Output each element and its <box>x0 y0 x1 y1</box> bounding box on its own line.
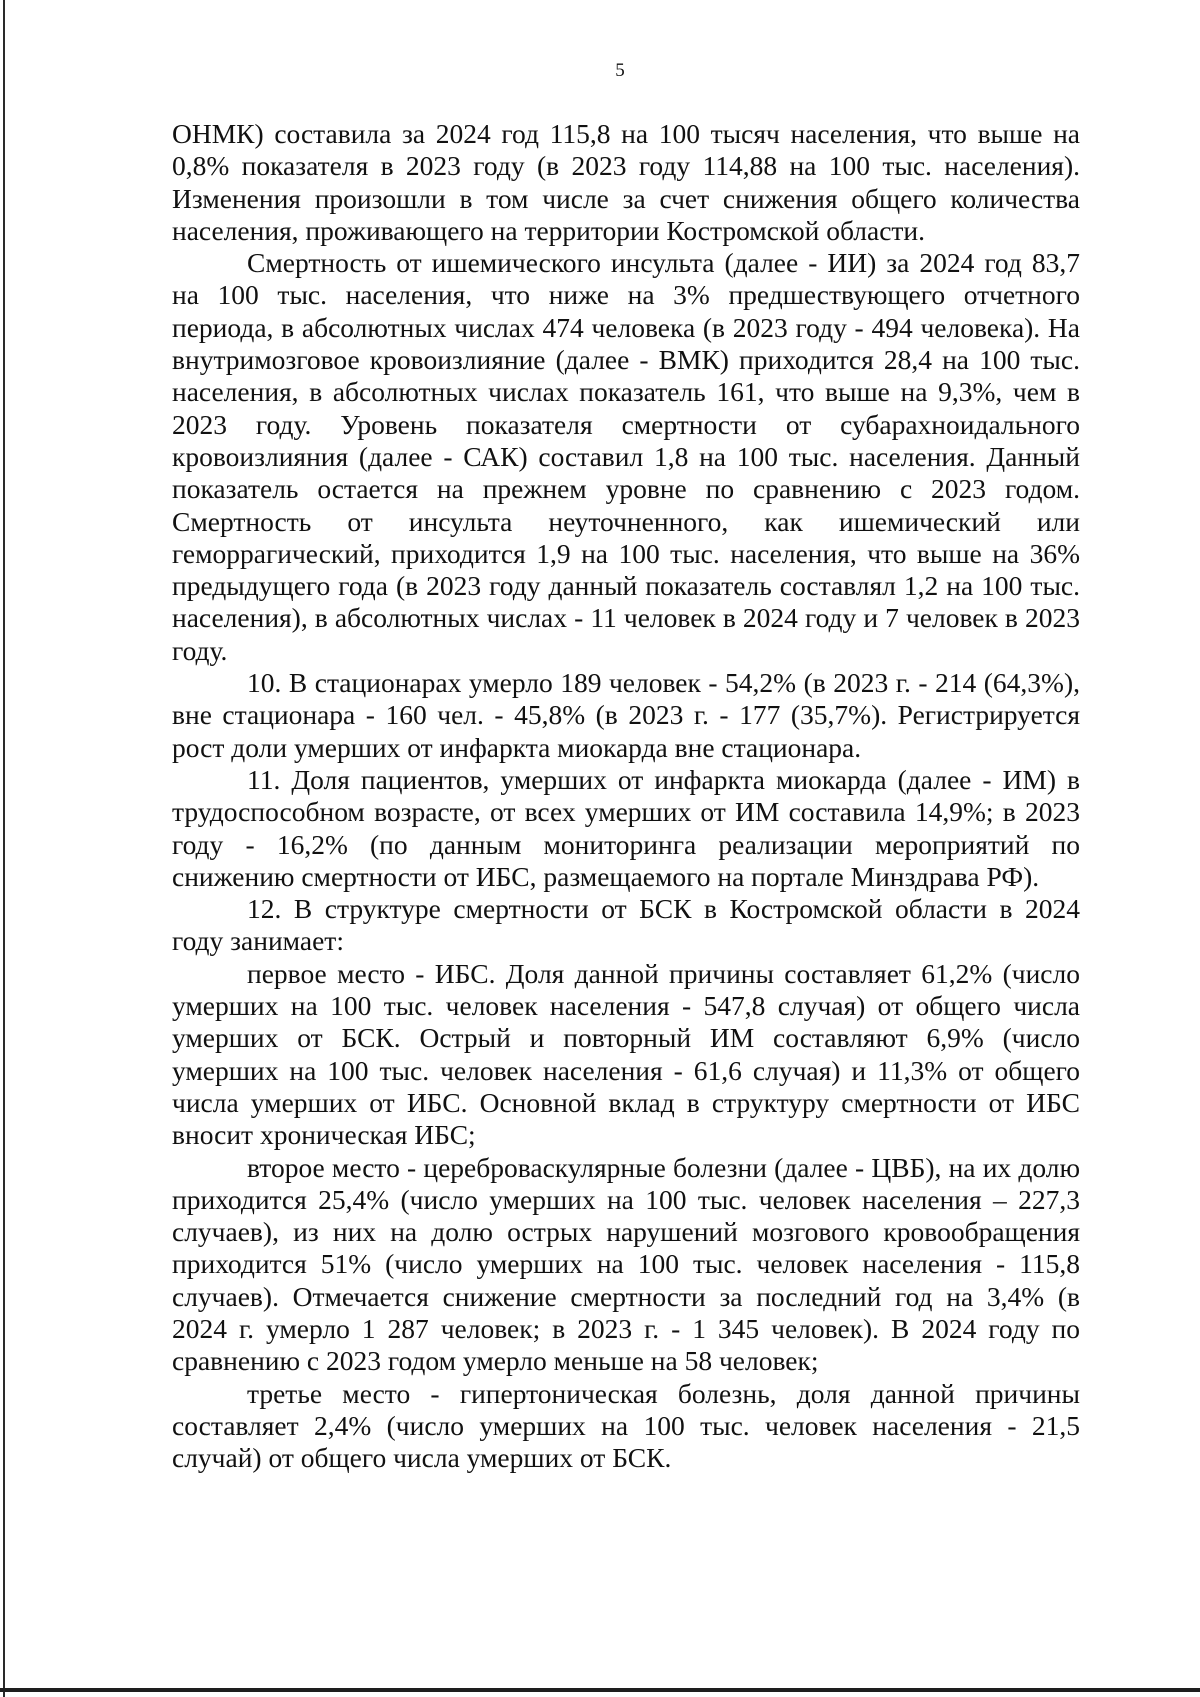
paragraph-second-place: второе место - цереброваскулярные болезни (далее - ЦВБ), на их долю приходится 25,4% (число умерших на 100 тыс. человек населения – 227,3 случаев), из них на долю острых нарушений мозгового кровообращения приходится 51% (число умерших на 100 тыс. человек населения - 115,8 случаев). Отмечается снижение смертности за последний год на 3,4% (в 2024 г. умерло 1 287 человек; в 2023 г. - 1 345 человек). В 2024 году по сравнению с 2023 годом умерло меньше на 58 человек; <box>172 1151 1080 1377</box>
document-body <box>172 118 1080 1474</box>
paragraph-stroke-mortality: Смертность от ишемического инсульта (далее - ИИ) за 2024 год 83,7 на 100 тыс. населения, что ниже на 3% предшествующего отчетного периода, в абсолютных числах 474 человека (в 2023 году - 494 человека). На внутримозговое кровоизлияние (далее - ВМК) приходится 28,4 на 100 тыс. населения, в абсолютных числах показатель 161, что выше на 9,3%, чем в 2023 году. Уровень показателя смертности от субарахноидального кровоизлияния (далее - САК) составил 1,8 на 100 тыс. населения. Данный показатель остается на прежнем уровне по сравнению с 2023 годом. Смертность от инсульта неуточненного, как ишемический или геморрагический, приходится 1,9 на 100 тыс. населения, что выше на 36% предыдущего года (в 2023 году данный показатель составлял 1,2 на 100 тыс. населения), в абсолютных числах - 11 человек в 2024 году и 7 человек в 2023 году. <box>172 247 1080 666</box>
paragraph-onmk-continuation: ОНМК) составила за 2024 год 115,8 на 100 тысяч населения, что выше на 0,8% показателя в 2023 году (в 2023 году 114,88 на 100 тыс. населения). Изменения произошли в том числе за счет снижения общего количества населения, проживающего на территории Костромской области. <box>172 118 1080 246</box>
page-number: 5 <box>615 60 625 81</box>
scan-edge-bottom <box>0 1688 1200 1692</box>
paragraph-item-10: 10. В стационарах умерло 189 человек - 54,2% (в 2023 г. - 214 (64,3%), вне стационара - 160 чел. - 45,8% (в 2023 г. - 177 (35,7%). Регистрируется рост доли умерших от инфаркта миокарда вне стационара. <box>172 667 1080 763</box>
paragraph-item-11: 11. Доля пациентов, умерших от инфаркта миокарда (далее - ИМ) в трудоспособном возрасте, от всех умерших от ИМ составила 14,9%; в 2023 году - 16,2% (по данным мониторинга реализации мероприятий по снижению смертности от ИБС, размещаемого на портале Минздрава РФ). <box>172 763 1080 892</box>
paragraph-first-place: первое место - ИБС. Доля данной причины составляет 61,2% (число умерших на 100 тыс. человек населения - 547,8 случая) от общего числа умерших от БСК. Острый и повторный ИМ составляют 6,9% (число умерших на 100 тыс. человек населения - 61,6 случая) и 11,3% от общего числа умерших от ИБС. Основной вклад в структуру смертности от ИБС вносит хроническая ИБС; <box>172 957 1080 1151</box>
paragraph-item-12: 12. В структуре смертности от БСК в Костромской области в 2024 году занимает: <box>172 893 1080 957</box>
scan-edge-left <box>3 0 5 1697</box>
paragraph-third-place: третье место - гипертоническая болезнь, доля данной причины составляет 2,4% (число умерших на 100 тыс. человек населения - 21,5 случай) от общего числа умерших от БСК. <box>172 1377 1080 1474</box>
